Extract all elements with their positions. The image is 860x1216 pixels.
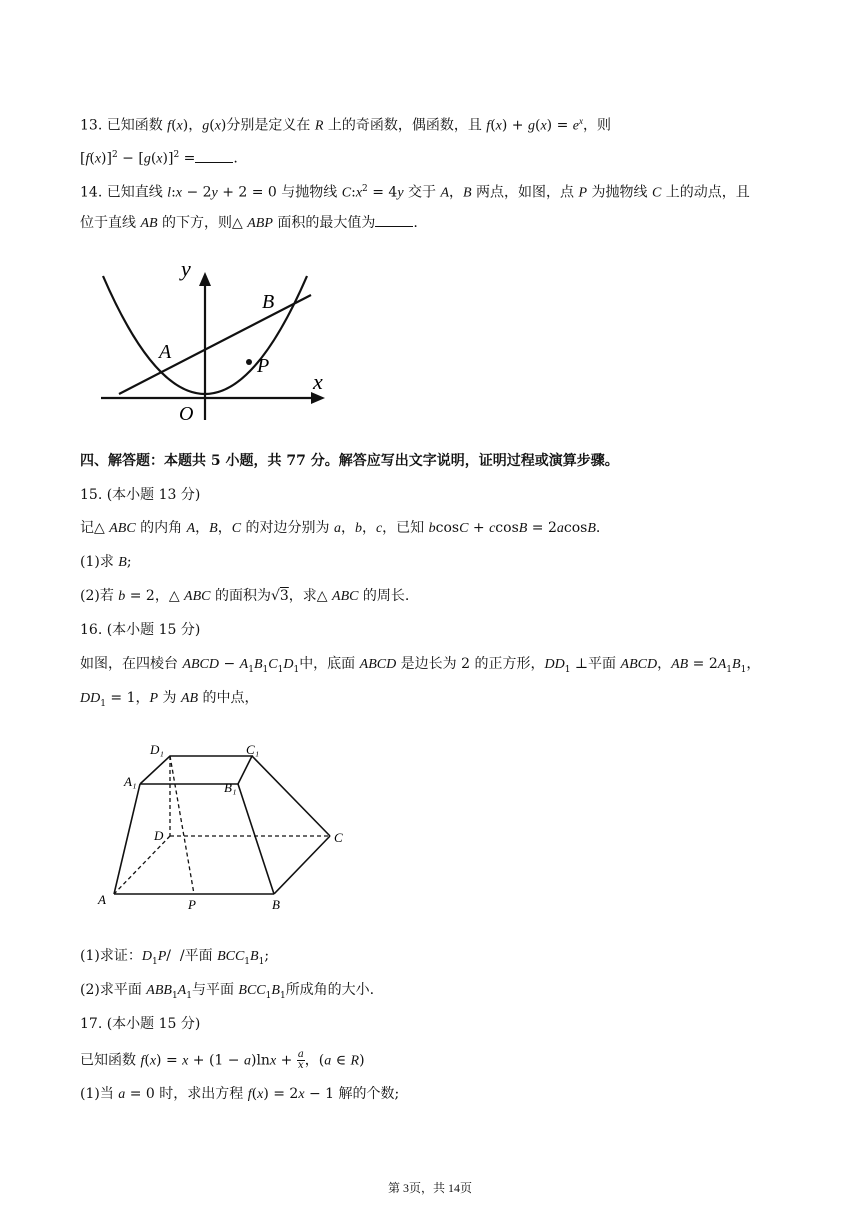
q14-line-2: 位于直线 AB 的下方，则△ ABP 面积的最大值为 . [80, 215, 418, 231]
section-heading: 四、解答题：本题共 5 小题，共 77 分。解答应写出文字说明，证明过程或演算步骤。 [80, 453, 619, 469]
q15-header: 15. (本小题 13 分) [80, 487, 201, 503]
label-b: B [262, 291, 275, 313]
segment-d1p [170, 756, 194, 894]
q15-stem: 记△ ABC 的内角 A，B，C 的对边分别为 a，b，c，已知 bcosC + ccosB = 2acosB. [80, 520, 601, 536]
q17-part-1: (1)当 a = 0 时，求出方程 f(x) = 2x − 1 解的个数; [80, 1086, 400, 1102]
q16-stem-2: $DD_1 = 1$，P 为 AB 的中点， [80, 690, 259, 709]
q14-line-1: 14. 已知直线 l:x − 2y + 2 = 0 与抛物线 $C:x^2 = 4y$ 交于 A，B 两点，如图，点 P 为抛物线 C 上的动点，且 [80, 184, 750, 201]
label-y: y [181, 256, 191, 281]
q13-line-1: 13. 已知函数 f(x)，g(x)分别是定义在 R 上的奇函数，偶函数，且 $f(x) + g(x) = e^x$，则 [80, 116, 611, 134]
q17-header: 17. (本小题 15 分) [80, 1016, 201, 1032]
q16-header: 16. (本小题 15 分) [80, 622, 201, 638]
answer-blank [375, 214, 413, 227]
q16-part-1: (1)求证：$D_1P/$ /平面 $BCC_1B_1$; [80, 948, 270, 967]
label-b: B [272, 897, 280, 912]
q16-stem-1: 如图，在四棱台 ABCD − $A_1B_1C_1D_1$中，底面 ABCD 是边长为 2 的正方形，$DD_1$ ⊥平面 ABCD，AB = $2A_1B_1$， [80, 656, 761, 675]
label-p: P [257, 355, 270, 377]
q16-part-2: (2)求平面 $ABB_1A_1$与平面 $BCC_1B_1$所成角的大小. [80, 982, 375, 1001]
q17-stem: 已知函数 f(x) = x + (1 − a)lnx + $\frac{a}{x}$ ，(a ∈ R) [80, 1049, 365, 1071]
y-axis-arrow [199, 272, 211, 286]
q15-part-1: (1)求 B; [80, 554, 132, 570]
label-a1: A₁ [124, 774, 137, 789]
label-c: C [334, 830, 343, 845]
label-d: D [154, 828, 164, 843]
q15-part-2: (2)若 b = 2，△ ABC 的面积为√3，求△ ABC 的周长. [80, 588, 410, 604]
label-x: x [313, 369, 323, 394]
edge-cc1 [252, 756, 330, 836]
edge-aa1 [114, 784, 140, 894]
answer-blank [195, 150, 233, 163]
label-d1: D₁ [150, 742, 164, 757]
label-b1: B₁ [224, 780, 237, 795]
line-ab [119, 295, 311, 394]
label-a: A [159, 341, 172, 363]
label-a: A [98, 892, 106, 907]
edge-bb1 [238, 784, 274, 894]
q13-line-2: $[f(x)]^2 - [g(x)]^2$ = . [80, 150, 238, 167]
frustum-figure [92, 732, 362, 912]
edge-bc [274, 836, 330, 894]
label-c1: C₁ [246, 742, 260, 757]
edge-da [114, 836, 170, 894]
page-number: 第 3页，共 14页 [387, 1181, 472, 1195]
label-o: O [179, 403, 194, 424]
label-p: P [188, 897, 196, 912]
fraction-a-over-x: $\frac{a}{x}$ [297, 1049, 304, 1071]
parabola-figure [95, 252, 335, 424]
point-p [246, 359, 252, 365]
